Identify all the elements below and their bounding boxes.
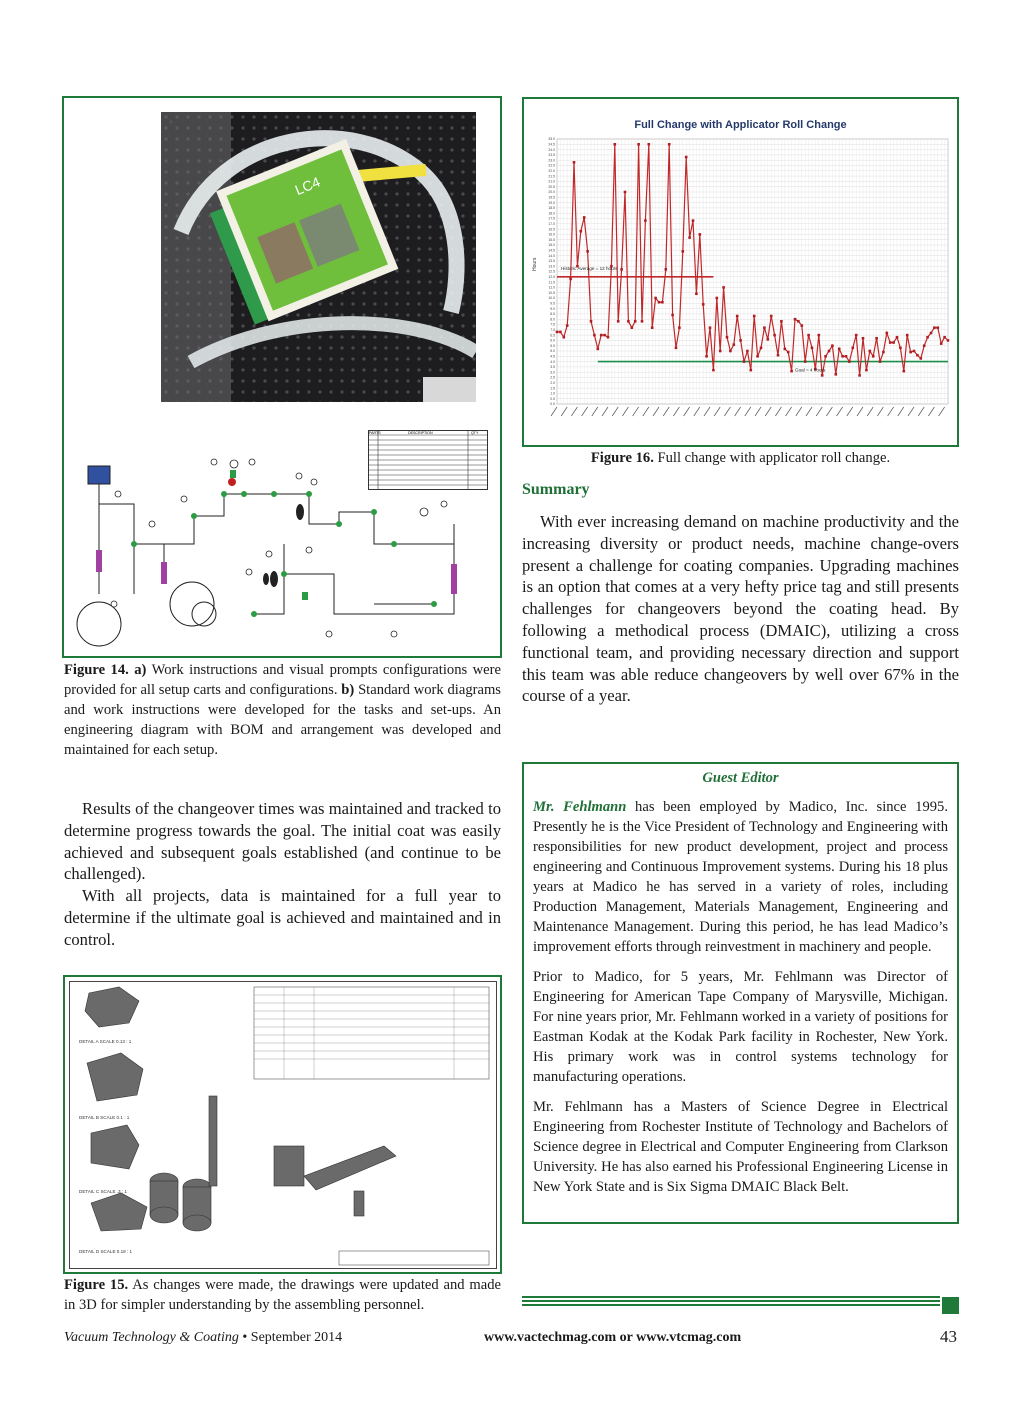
series-point [804,360,807,363]
series-point [675,347,678,350]
series-point [824,355,827,358]
chart-y-tick-label: 14.0 [548,253,555,258]
chart-x-tick-mark [765,407,771,416]
series-point [685,156,688,159]
chart-y-tick-label: 8.0 [550,317,555,322]
chart-y-tick-label: 17.0 [548,222,555,226]
figure-15-label: Figure 15. [64,1277,129,1293]
series-point [794,318,797,321]
series-point [811,347,814,350]
series-point [926,336,929,339]
chart-y-tick-label: 21.0 [548,179,555,184]
series-point [658,301,661,304]
figure-16-frame [522,97,959,447]
series-point [620,268,623,271]
chart-x-tick-mark [826,407,832,416]
chart-y-tick-label: 16.0 [548,232,555,237]
series-point [784,348,787,351]
figure-14-part-a: a) [134,662,147,678]
chart-x-tick-mark [745,407,751,416]
series-point [665,268,668,271]
series-point [780,320,783,323]
chart-x-tick-mark [786,407,792,416]
series-point [644,219,647,222]
series-point [767,338,770,341]
chart-y-tick-label: 19.5 [548,195,555,200]
footer-journal-name: Vacuum Technology & Coating [64,1330,239,1345]
series-point [648,143,651,146]
guest-editor-box [522,762,959,1224]
chart-x-tick-mark [602,407,608,416]
series-point [838,348,841,351]
series-point [862,337,865,340]
chart-y-tick-label: 2.5 [550,375,555,380]
chart-y-tick-label: 19.0 [548,200,555,205]
chart-y-axis-label: Hours [532,257,538,271]
series-point [930,332,933,335]
series-point [586,250,589,253]
series-point [607,336,610,339]
series-point [852,347,855,350]
bom-header-description: DESCRIPTION [408,431,433,435]
series-point [556,331,559,334]
figure-15-frame [63,975,502,1274]
chart-x-tick-mark [898,407,904,416]
series-point [603,334,606,337]
chart-y-tick-label: 4.5 [550,354,555,359]
series-point [882,351,885,354]
series-point [573,161,576,164]
left-paragraph-1: Results of the changeover times was maintained and tracked to determine progress towards the goal. The initial coat was easily achieved and subsequent goals established (and continue to be challenged). [64,799,501,884]
summary-paragraph-block [522,511,959,707]
series-point [627,320,630,323]
series-point [719,350,722,353]
guest-editor-paragraph-3: Mr. Fehlmann has a Masters of Science Degree in Electrical Engineering from Rochester Institute of Technology and Bachelors of Science degree in Electrical and Computer Engineering from Clarkson University. He has also earned his Professional Engineering License in New York State and is Six Sigma DMAIC Black Belt. [533,1099,948,1195]
chart-x-tick-mark [837,407,843,416]
chart-x-tick-mark [755,407,761,416]
footer-url: www.vactechmag.com or www.vtcmag.com [484,1330,742,1345]
series-point [790,370,793,373]
page-number: 43 [940,1327,957,1346]
detail-b-label: DETAIL B SCALE 0.1 : 1 [79,1115,130,1120]
series-point [712,369,715,372]
chart-y-tick-label: 18.5 [548,206,555,211]
chart-y-tick-label: 0.0 [550,402,555,407]
figure-14-caption [64,660,501,760]
summary-paragraph: With ever increasing demand on machine productivity and the increasing diversity or product needs, machine change-overs present a challenge for coating companies. Upgrading machines is an option that comes at a very hefty price tag and still presents challenges for changeovers beyond the coating head. By following a methodical process (DMAIC), utilizing a cross functional team, and providing necessary direction and support this team was able reduce changeovers by well over 67% in the course of a year. [522,512,959,706]
chart-y-tick-label: 11.5 [548,280,555,285]
series-point [678,326,681,329]
chart-y-tick-label: 5.5 [550,343,555,348]
series-point [855,334,858,337]
chart-y-tick-label: 9.0 [550,306,555,311]
series-point [899,347,902,350]
detail-c-label: DETAIL C SCALE .3 : 1 [79,1189,127,1194]
series-point [763,326,766,329]
series-point [733,343,736,346]
series-point [600,334,603,337]
series-point [872,355,875,358]
chart-y-tick-label: 13.5 [548,259,555,264]
series-point [801,324,804,327]
series-point [937,326,940,329]
chart-y-tick-label: 6.0 [550,338,555,343]
series-point [716,297,719,300]
chart-y-tick-label: 25.0 [548,137,555,142]
chart-y-tick-label: 15.0 [548,243,555,248]
chart-y-tick-label: 7.5 [550,322,555,327]
series-point [889,341,892,344]
series-point [699,233,702,236]
series-point [913,350,916,353]
series-point [896,336,899,339]
series-point [559,331,562,334]
figure-15-caption-text: As changes were made, the drawings were updated and made in 3D for simpler understanding by the assembling personnel. [64,1277,502,1313]
chart-y-tick-label: 1.5 [550,386,555,391]
chart-x-tick-mark [847,407,853,416]
series-point [858,374,861,377]
chart-y-ticks [548,137,555,406]
guest-editor-name: Mr. Fehlmann [533,799,627,815]
series-point [631,326,634,329]
series-point [818,334,821,337]
chart-x-tick-mark [857,407,863,416]
series-point [903,370,906,373]
left-paragraph-2: With all projects, data is maintained for a full year to determine if the ultimate goal is achieved and maintained and in control. [64,886,501,949]
chart-x-tick-mark [939,407,945,416]
series-point [682,250,685,253]
series-point [668,143,671,146]
series-point [906,334,909,337]
chart-x-tick-mark [643,407,649,416]
detail-d-label: DETAIL D SCALE 0.18 : 1 [79,1249,133,1254]
footer-journal [64,1330,342,1346]
series-point [916,354,919,357]
chart-x-tick-mark [816,407,822,416]
chart-y-tick-label: 3.0 [550,370,555,375]
chart-y-tick-label: 22.5 [548,163,555,168]
series-point [624,191,627,194]
series-point [736,315,739,318]
detail-a-label: DETAIL A SCALE 0.13 : 1 [79,1039,132,1044]
series-point [722,286,725,289]
chart-y-tick-label: 12.0 [548,275,555,279]
series-point [821,374,824,377]
series-point [770,315,773,318]
end-rule [522,1296,940,1310]
chart-y-tick-label: 3.5 [550,365,555,370]
figure-14a-photo [161,112,476,402]
chart-y-tick-label: 24.5 [548,142,555,147]
series-point [845,355,848,358]
series-point [641,320,644,323]
chart-y-tick-label: 20.0 [548,190,555,195]
figure-15-caption [64,1275,501,1315]
chart-x-tick-mark [684,407,690,416]
chart-y-tick-label: 0.5 [550,396,555,401]
series-point [760,347,763,350]
series-point [947,339,950,342]
chart-x-tick-mark [592,407,598,416]
chart-y-tick-label: 10.5 [548,290,555,295]
figure-16-label: Figure 16. [590,450,654,466]
series-point [875,337,878,340]
series-point [756,355,759,358]
series-point [773,334,776,337]
chart-y-tick-label: 12.5 [548,269,555,274]
chart-y-tick-label: 18.0 [548,211,555,216]
chart-x-tick-mark [612,407,618,416]
series-point [583,216,586,219]
series-point [879,360,882,363]
chart-x-tick-mark [928,407,934,416]
series-point [671,314,674,317]
bom-header-parts: PARTS [369,431,381,435]
bom-header-qty: QTY [471,431,479,435]
chart-x-tick-mark [918,407,924,416]
figure-16-caption [522,448,959,468]
figure-16-caption-text: Full change with applicator roll change. [657,450,891,466]
footer-date: • September 2014 [242,1330,343,1345]
chart-x-tick-mark [714,407,720,416]
series-point [569,278,572,281]
chart-x-tick-mark [653,407,659,416]
series-point [807,334,810,337]
series-point [739,339,742,342]
chart-y-tick-label: 16.5 [548,227,555,232]
chart-y-tick-label: 6.5 [550,333,555,338]
series-point [909,351,912,354]
series-point [617,320,620,323]
figure-14-caption-text-2: Standard work diagrams and work instructions were developed for the tasks and set-ups. An engineering diagram with BOM and arrangement was developed and maintained for each setup. [64,682,501,758]
chart-x-tick-mark [704,407,710,416]
series-point [702,303,705,306]
chart-x-tick-mark [561,407,567,416]
series-point [923,344,926,347]
chart-x-tick-mark [735,407,741,416]
series-point [705,355,708,358]
chart-x-tick-mark [796,407,802,416]
chart-x-tick-mark [877,407,883,416]
series-point [661,301,664,304]
photo-card-label: LC4 [292,173,323,198]
figure-14-part-b: b) [341,682,355,698]
chart-y-tick-label: 14.5 [548,248,555,253]
series-point [580,230,583,233]
chart-x-tick-mark [806,407,812,416]
chart-y-tick-label: 10.0 [548,296,555,301]
chart-x-tick-mark [867,407,873,416]
guest-editor-title: Guest Editor [702,770,779,786]
chart-y-tick-label: 2.0 [550,381,555,385]
series-point [726,336,729,339]
chart-y-tick-label: 7.0 [550,328,555,332]
series-point [654,297,657,300]
series-point [933,326,936,329]
series-point [597,348,600,351]
series-point [828,350,831,353]
series-point [614,143,617,146]
series-point [886,332,889,335]
chart-x-tick-mark [888,407,894,416]
chart-x-tick-mark [582,407,588,416]
chart-x-ticks [551,407,945,416]
chart-y-tick-label: 4.0 [550,359,555,364]
series-point [750,369,753,372]
chart-y-tick-label: 5.0 [550,349,555,354]
series-point [892,341,895,344]
chart-y-tick-label: 13.0 [548,264,555,269]
series-point [634,320,637,323]
chart-y-tick-label: 23.0 [548,158,555,163]
series-point [777,354,780,357]
chart-y-tick-label: 21.5 [548,174,555,179]
chart-x-tick-mark [908,407,914,416]
series-point [695,292,698,295]
figure-14-label: Figure 14. [64,662,129,678]
chart-x-tick-mark [551,407,557,416]
full-change-line-chart [524,99,957,445]
series-point [865,369,868,372]
chart-y-tick-label: 23.5 [548,153,555,158]
figure-15-drawing [69,981,497,1269]
series-point [729,350,732,353]
chart-x-tick-mark [775,407,781,416]
series-point [637,143,640,146]
guest-editor-paragraph-2: Prior to Madico, for 5 years, Mr. Fehlmann was Director of Engineering for American Tape Company of Marysville, Michigan. For nine years prior, Mr. Fehlmann worked in a variety of positions for Eastman Kodak at the Kodak Park facility in Rochester, New York. His primary work was in control systems technology for manufacturing operations. [533,969,948,1085]
chart-x-tick-mark [622,407,628,416]
series-point [593,334,596,337]
chart-x-tick-mark [673,407,679,416]
guest-editor-paragraph-1-text: has been employed by Madico, Inc. since 1995. Presently he is the Vice President of Technology and Engineering with responsibilities for new product development, project and process engineering and Continuous Improvement systems. During his 18 plus years at Madico he has served in a variety of roles, including Production Management, Materials Management, Engineering and Maintenance Management. During this period, he has lead Madico’s improvement efforts through reinvestment in machinery and people. [533,799,948,955]
series-point [869,350,872,353]
end-marker [942,1297,959,1314]
series-point [743,360,746,363]
series-point [920,357,923,360]
guest-editor-paragraph-1 [533,797,948,957]
chart-y-tick-label: 9.5 [550,301,555,306]
series-point [651,326,654,329]
series-point [590,320,593,323]
chart-y-tick-label: 1.0 [550,391,555,396]
summary-heading: Summary [522,481,590,498]
series-point [848,360,851,363]
series-point [709,326,712,329]
series-point [787,351,790,354]
chart-y-tick-label: 11.0 [548,285,555,290]
chart-y-tick-label: 15.5 [548,237,555,242]
chart-x-tick-mark [571,407,577,416]
series-point [692,219,695,222]
series-point [797,320,800,323]
historic-average-label: Historic Average = 12 hours [561,265,618,271]
series-point [746,350,749,353]
chart-y-tick-label: 22.0 [548,169,555,173]
series-point [688,236,691,239]
series-point [563,336,566,339]
chart-y-tick-label: 24.0 [548,147,555,152]
chart-x-tick-mark [694,407,700,416]
left-body-text [64,798,501,951]
figure-14b-diagram [74,454,484,654]
chart-y-tick-label: 17.5 [548,216,555,221]
series-point [841,355,844,358]
chart-y-tick-label: 8.5 [550,312,555,317]
series-point [753,315,756,318]
goal-label: Goal = 4 hours [795,367,826,373]
chart-title: Full Change with Applicator Roll Change [634,119,847,131]
chart-y-tick-label: 20.5 [548,184,555,189]
chart-x-tick-mark [724,407,730,416]
series-point [835,373,838,376]
chart-x-tick-mark [633,407,639,416]
series-point [940,342,943,345]
chart-x-tick-mark [663,407,669,416]
series-point [566,324,569,327]
figure-14-caption-text-1: Work instructions and visual prompts configurations were provided for all setup carts and configurations. [64,662,501,698]
figure-14-frame [62,96,502,658]
series-point [831,344,834,347]
series-point [943,336,946,339]
